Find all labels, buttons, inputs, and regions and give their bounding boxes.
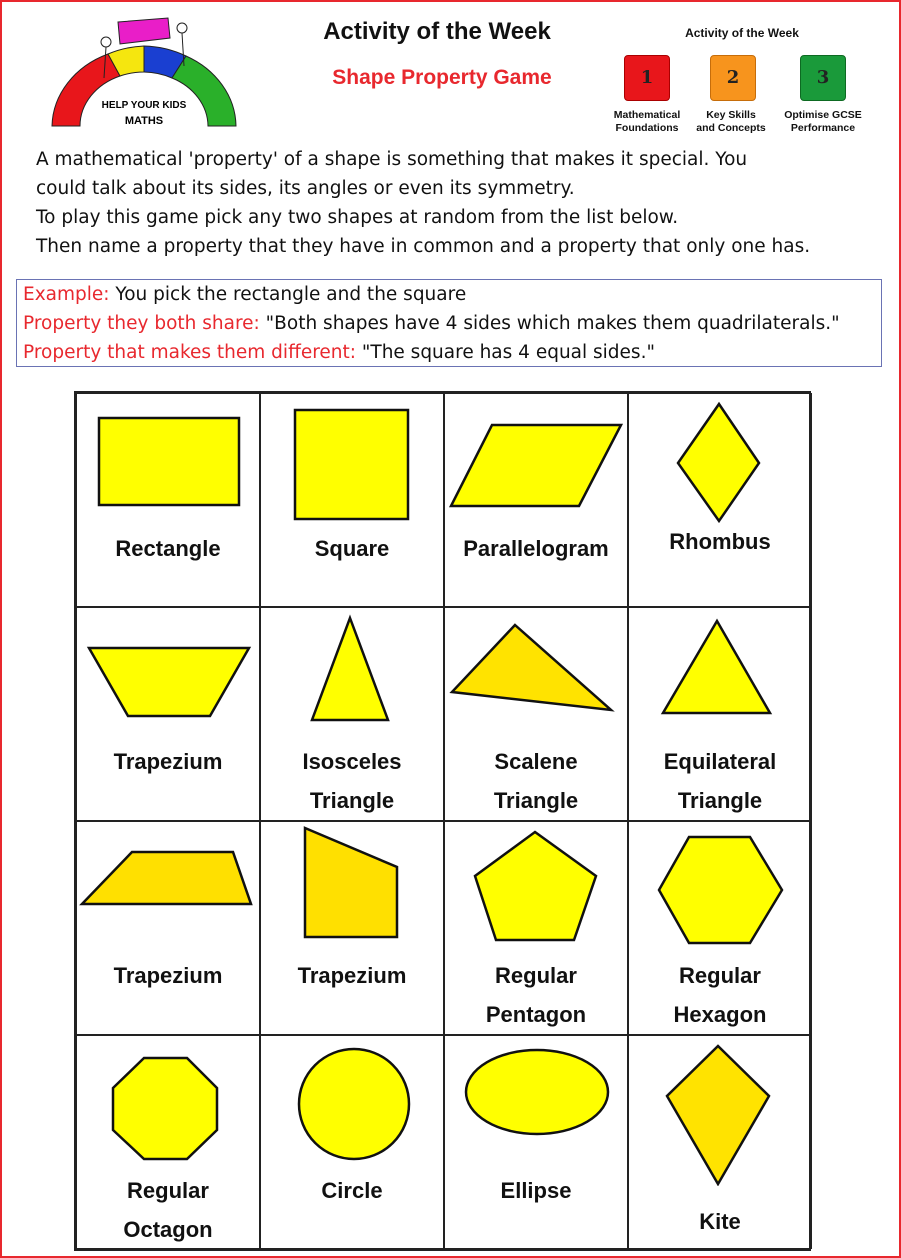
circle-icon [261, 1036, 443, 1186]
level-3-caption-line-2: Performance [790, 122, 856, 134]
shape-card-parallelogram[interactable] [444, 393, 628, 607]
level-1-caption [602, 109, 692, 135]
intro-line-4: Then name a property that they have in common and a property that only one has. [36, 236, 811, 257]
equilateral-triangle-icon [629, 608, 811, 758]
shape-label: Trapezium [113, 963, 223, 988]
shape-card-grid [74, 391, 811, 1251]
level-3-number: 3 [816, 67, 830, 88]
shape-label-line-1: Isosceles [302, 749, 402, 774]
shape-card-rhombus[interactable] [628, 393, 812, 607]
rectangle-icon [77, 394, 259, 544]
shape-label-line-2: Octagon [123, 1217, 213, 1242]
shape-label: Circle [321, 1178, 383, 1203]
help-your-kids-maths-logo [48, 16, 240, 132]
different-property-label: Property that makes them different: [23, 342, 356, 363]
shape-card-circle[interactable] [260, 1035, 444, 1249]
shared-property-label: Property they both share: [23, 313, 260, 334]
activity-levels-panel [602, 2, 882, 142]
shape-card-regular-hexagon[interactable] [628, 821, 812, 1035]
pentagon-icon [445, 822, 627, 972]
shape-label-line-1: Regular [679, 963, 761, 988]
shape-card-rectangle[interactable] [76, 393, 260, 607]
shape-card-scalene-triangle[interactable] [444, 607, 628, 821]
parallelogram-icon [445, 394, 627, 544]
shape-card-isosceles-triangle[interactable] [260, 607, 444, 821]
shape-card-square[interactable] [260, 393, 444, 607]
shape-card-trapezium[interactable] [76, 821, 260, 1035]
level-3-badge [800, 55, 846, 101]
shape-label: Ellipse [500, 1178, 572, 1203]
shape-label-line-1: Equilateral [663, 749, 777, 774]
shape-label: Trapezium [113, 749, 223, 774]
shape-label-line-2: Triangle [309, 788, 395, 813]
shape-card-regular-octagon[interactable] [76, 1035, 260, 1249]
level-2-badge [710, 55, 756, 101]
shape-label-line-2: Pentagon [485, 1002, 587, 1027]
shape-label-line-2: Triangle [493, 788, 579, 813]
example-label: Example: [23, 284, 110, 305]
level-1-caption-line-1: Mathematical [613, 109, 681, 121]
octagon-icon [77, 1036, 259, 1186]
example-box [16, 279, 882, 367]
logo-text-help-your-kids: HELP YOUR KIDS [101, 100, 187, 111]
level-1-badge [624, 55, 670, 101]
logo-text-maths: MATHS [124, 115, 164, 127]
square-icon [261, 394, 443, 544]
example-line-3 [23, 338, 875, 367]
intro-line-2: could talk about its sides, its angles or even its symmetry. [36, 178, 575, 199]
shape-label: Parallelogram [463, 536, 609, 561]
level-1-caption-line-2: Foundations [615, 122, 679, 134]
intro-line-1: A mathematical 'property' of a shape is something that makes it special. You [36, 149, 748, 170]
isosceles-triangle-icon [261, 608, 443, 758]
levels-title: Activity of the Week [685, 26, 799, 40]
shape-card-kite[interactable] [628, 1035, 812, 1249]
trapezium-icon [77, 822, 259, 972]
shape-label-line-1: Regular [127, 1178, 209, 1203]
kite-icon [629, 1036, 811, 1186]
level-1-number: 1 [640, 67, 654, 88]
hexagon-icon [629, 822, 811, 972]
right-trapezium-icon [261, 822, 443, 972]
page-title: Activity of the Week [323, 18, 551, 45]
shape-label-line-2: Hexagon [673, 1002, 767, 1027]
shape-card-ellipse[interactable] [444, 1035, 628, 1249]
shape-label: Trapezium [297, 963, 407, 988]
different-property-text: "The square has 4 equal sides." [356, 342, 655, 363]
shape-card-right-trapezium[interactable] [260, 821, 444, 1035]
example-line-2 [23, 309, 875, 338]
shape-label: Kite [699, 1209, 741, 1234]
level-2-caption-line-1: Key Skills [706, 109, 756, 121]
shape-label: Square [314, 536, 390, 561]
level-3-caption-line-1: Optimise GCSE [784, 109, 862, 121]
intro-line-3: To play this game pick any two shapes at random from the list below. [36, 207, 679, 228]
activity-subtitle: Shape Property Game [332, 66, 552, 89]
shape-label-line-2: Triangle [677, 788, 763, 813]
trapezium-icon [77, 608, 259, 758]
level-2-caption [686, 109, 776, 135]
shape-card-regular-pentagon[interactable] [444, 821, 628, 1035]
shape-label: Rhombus [669, 529, 771, 554]
example-line-1 [23, 280, 875, 309]
shape-label-line-1: Regular [495, 963, 577, 988]
scalene-triangle-icon [445, 608, 627, 758]
shape-label-line-1: Scalene [494, 749, 578, 774]
shape-card-trapezium[interactable] [76, 607, 260, 821]
intro-text [36, 145, 886, 261]
example-text: You pick the rectangle and the square [109, 284, 467, 305]
ellipse-icon [445, 1036, 627, 1186]
level-2-number: 2 [726, 67, 740, 88]
shape-label: Rectangle [115, 536, 221, 561]
level-2-caption-line-2: and Concepts [696, 122, 766, 134]
shape-card-equilateral-triangle[interactable] [628, 607, 812, 821]
shared-property-text: "Both shapes have 4 sides which makes them quadrilaterals." [259, 313, 840, 334]
level-3-caption [778, 109, 868, 135]
